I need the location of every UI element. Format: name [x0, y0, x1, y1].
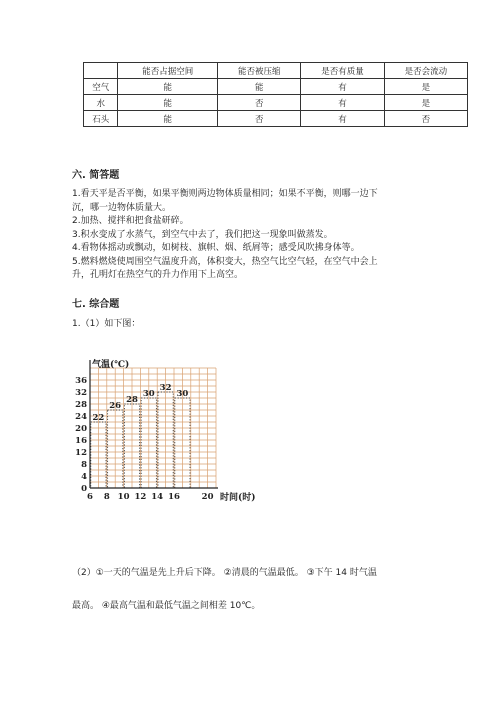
y-tick-label: 16 — [75, 436, 87, 446]
y-tick-label: 8 — [81, 460, 87, 470]
table-cell: 有 — [301, 111, 384, 127]
bar-data-label: 26 — [109, 401, 122, 411]
table-cell: 能 — [118, 95, 218, 111]
bar-data-label: 30 — [176, 389, 189, 399]
table-header-cell: 是否有质量 — [301, 63, 384, 79]
table-row — [84, 79, 468, 95]
table-header-cell: 能否占据空间 — [118, 63, 218, 79]
y-tick-label: 0 — [81, 484, 87, 494]
bar-data-label: 28 — [126, 395, 138, 405]
table-cell: 否 — [218, 111, 301, 127]
y-tick-label: 12 — [75, 448, 87, 458]
x-tick-label: 12 — [134, 492, 147, 502]
table-cell: 否 — [218, 95, 301, 111]
y-tick-label: 20 — [75, 424, 87, 434]
answer-line: 4.看物体摇动或飘动，如树枝、旗帜、烟、纸屑等；感受风吹拂身体等。 — [72, 243, 360, 253]
x-tick-label: 16 — [168, 492, 180, 502]
table-cell: 是 — [384, 95, 467, 111]
table-cell: 能 — [118, 111, 218, 127]
y-tick-label: 36 — [75, 376, 87, 386]
bar-data-label: 32 — [159, 383, 172, 393]
bar-data-label: 30 — [142, 389, 155, 399]
temperature-chart — [72, 355, 272, 505]
answer-line-2: 最高。 ④最高气温和最低气温之间相差 10℃。 — [72, 601, 261, 611]
table-cell: 有 — [301, 95, 384, 111]
table-header-cell: 能否被压缩 — [218, 63, 301, 79]
y-tick-label: 24 — [75, 412, 87, 422]
question-1-label: 1.（1）如下图： — [72, 319, 141, 329]
table-cell: 是 — [384, 79, 467, 95]
answer-line: 沉，哪一边物体质量大。 — [72, 202, 172, 213]
x-axis-title: 时间(时) — [220, 493, 256, 503]
table-row — [84, 111, 468, 127]
answer-line: 2.加热、搅拌和把食盐研碎。 — [72, 216, 189, 226]
table-cell: 水 — [84, 95, 118, 111]
table-cell: 否 — [384, 111, 467, 127]
section-6-answers — [72, 188, 472, 283]
table-header-cell — [84, 63, 118, 79]
answer-line: 5.燃料燃烧使周围空气温度升高，体积变大，热空气比空气轻，在空气中会上 — [72, 256, 378, 267]
answer-line: 1.看天平是否平衡，如果平衡则两边物体质量相同；如果不平衡，则哪一边下 — [72, 189, 378, 199]
y-tick-label: 28 — [75, 400, 87, 410]
table-cell: 能 — [218, 79, 301, 95]
properties-table — [83, 62, 468, 127]
table-header-row — [84, 63, 468, 79]
y-axis-title: 气温(℃) — [92, 360, 130, 370]
answer-line: 3.积水变成了水蒸气，到空气中去了，我们把这一现象叫做蒸发。 — [72, 229, 333, 240]
x-tick-label: 8 — [103, 492, 110, 502]
x-tick-label: 6 — [87, 492, 93, 502]
y-tick-label: 32 — [75, 388, 87, 398]
table-cell: 有 — [301, 79, 384, 95]
section-6-title: 六. 简答题 — [72, 170, 120, 181]
x-tick-label: 20 — [201, 492, 214, 502]
table-cell: 空气 — [84, 79, 118, 95]
answer-line-1: （2）①一天的气温是先上升后下降。 ②清晨的气温最低。 ③下午 14 时气温 — [72, 568, 377, 578]
section-7-title: 七. 综合题 — [72, 299, 120, 310]
temperature-chart-svg — [72, 355, 272, 505]
answer-line: 升，孔明灯在热空气的升力作用下上高空。 — [72, 270, 244, 280]
table-header-cell: 是否会流动 — [384, 63, 467, 79]
table-cell: 石头 — [84, 111, 118, 127]
bar-data-label: 22 — [92, 413, 105, 423]
y-tick-label: 4 — [81, 472, 87, 482]
x-tick-label: 10 — [117, 492, 130, 502]
table-cell: 能 — [118, 79, 218, 95]
x-tick-label: 14 — [151, 492, 164, 502]
table-row — [84, 95, 468, 111]
